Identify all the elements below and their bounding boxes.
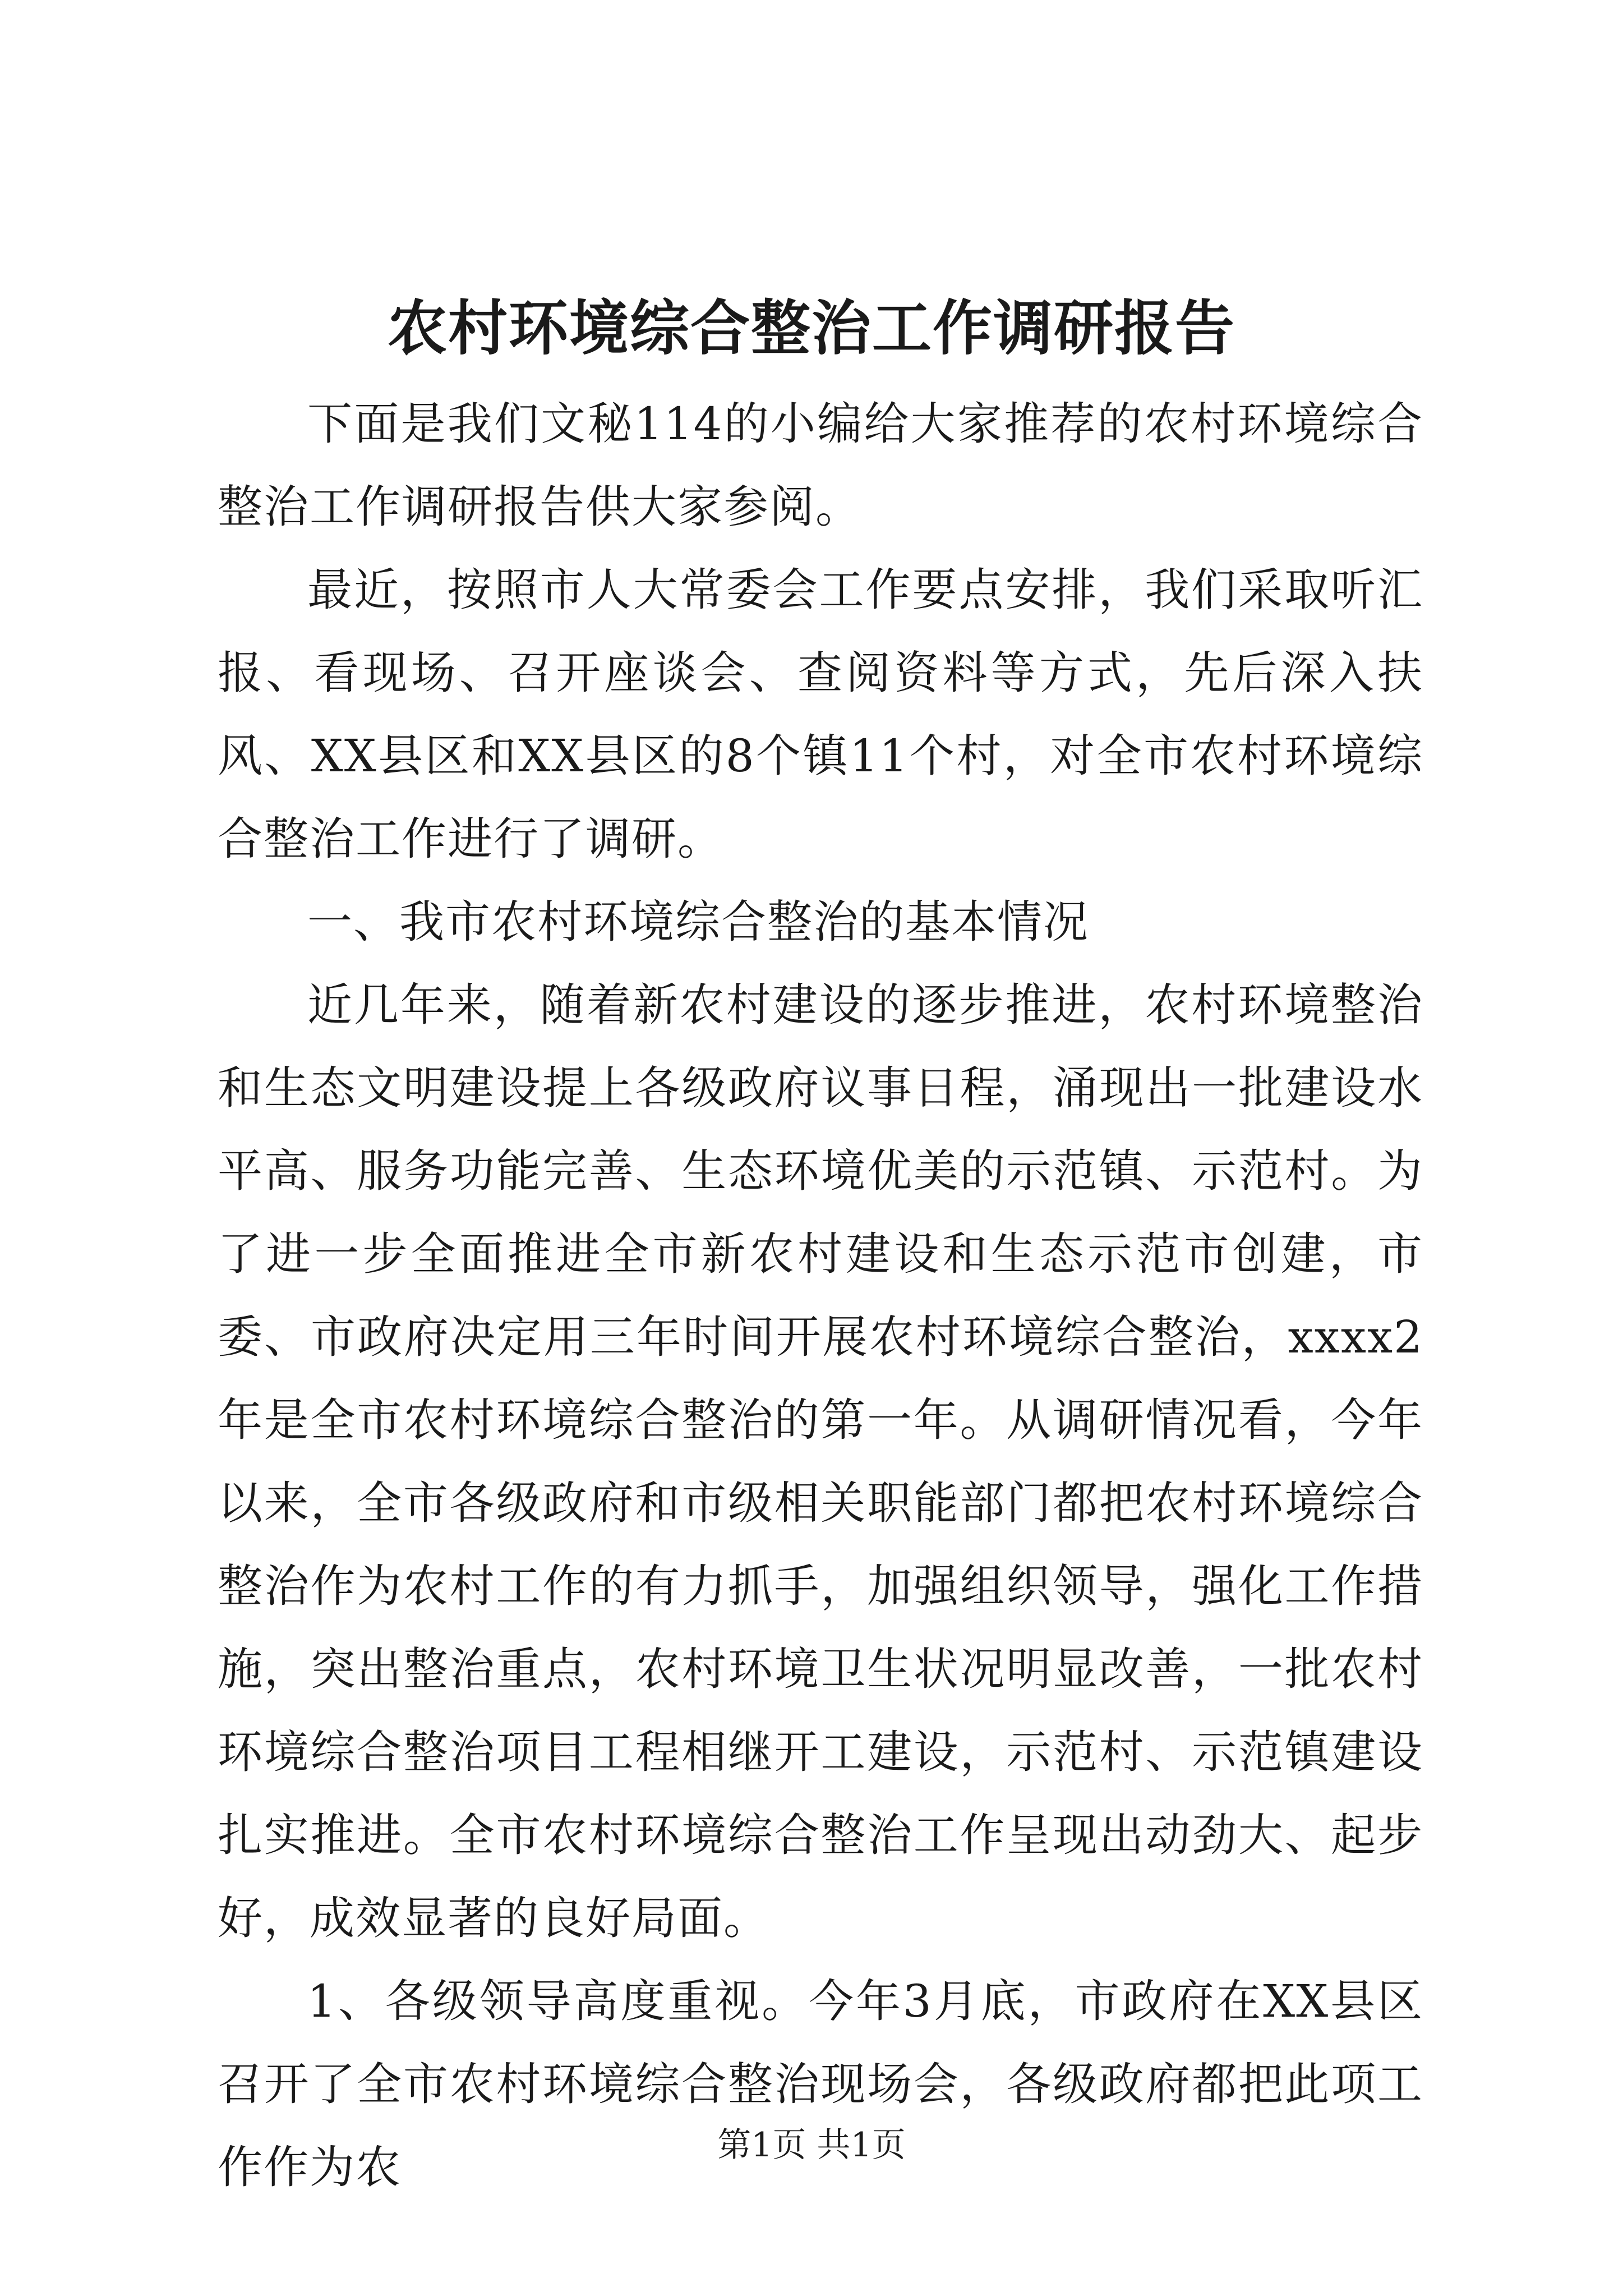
paragraph-intro: 下面是我们文秘114的小编给大家推荐的农村环境综合整治工作调研报告供大家参阅。: [218, 398, 1423, 533]
document-body: [218, 383, 1423, 2209]
page-footer: 第1页 共1页: [717, 2125, 906, 2165]
paragraph-research-overview: 最近，按照市人大常委会工作要点安排，我们采取听汇报、看现场、召开座谈会、查阅资料等方式，先后深入扶风、XX县区和XX县区的8个镇11个村，对全市农村环境综合整治工作进行了调研。: [218, 564, 1423, 865]
section-heading-basic-situation: 一、我市农村环境综合整治的基本情况: [307, 896, 1089, 948]
document-title: 农村环境综合整治工作调研报告: [388, 293, 1235, 363]
paragraph-leadership-attention: 1、各级领导高度重视。今年3月底，市政府在XX县区召开了全市农村环境综合整治现场会，各级政府都把此项工作作为农: [218, 1975, 1423, 2193]
paragraph-basic-situation: 近几年来，随着新农村建设的逐步推进，农村环境整治和生态文明建设提上各级政府议事日程，涌现出一批建设水平高、服务功能完善、生态环境优美的示范镇、示范村。为了进一步全面推进全市新农村建设和生态示范市创建，市委、市政府决定用三年时间开展农村环境综合整治，xxxx2年是全市农村环境综合整治的第一年。从调研情况看，今年以来，全市各级政府和市级相关职能部门都把农村环境综合整治作为农村工作的有力抓手，加强组织领导，强化工作措施，突出整治重点，农村环境卫生状况明显改善，一批农村环境综合整治项目工程相继开工建设，示范村、示范镇建设扎实推进。全市农村环境综合整治工作呈现出动劲大、起步好，成效显著的良好局面。: [218, 979, 1423, 1944]
